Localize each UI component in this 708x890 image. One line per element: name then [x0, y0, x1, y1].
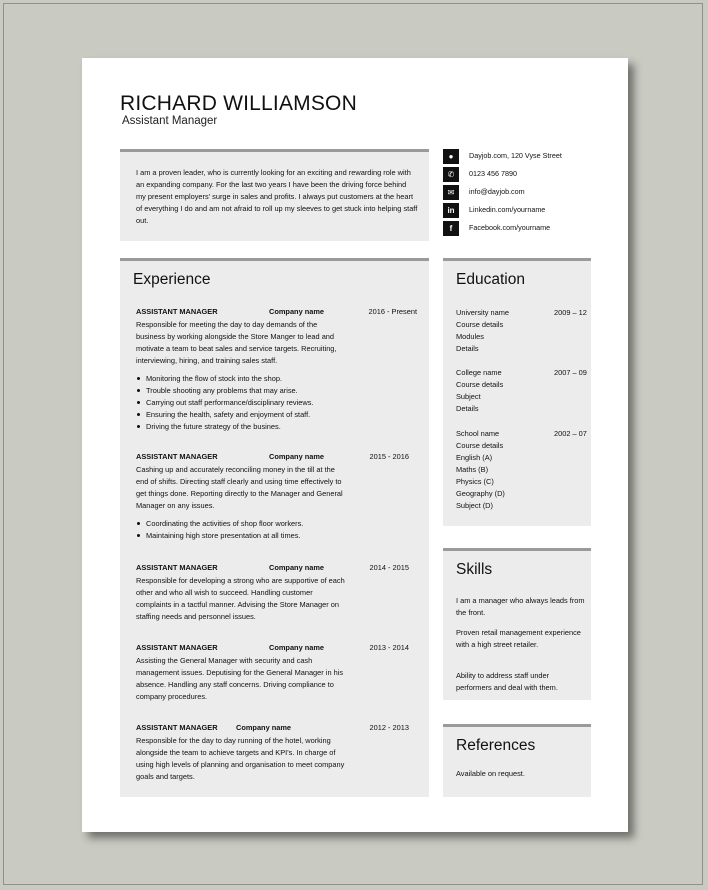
skills-panel — [443, 548, 591, 700]
summary-text: I am a proven leader, who is currently looking for an exciting and rewarding role with an expanding company. For the last two years I have been the driving force behind my present employers' surge in sales and profits. I always put customers at the heart of everything I do and am not afraid to roll up my sleeves to get stuck into helping staff out. — [136, 168, 418, 225]
education-dates: 2009 – 12 — [554, 308, 587, 317]
job-duty: Monitoring the flow of stock into the shop. — [136, 373, 416, 385]
education-detail: Course details — [456, 441, 504, 450]
experience-title: Experience — [133, 271, 211, 288]
job-entry — [136, 452, 416, 542]
education-entry — [456, 307, 586, 355]
phone-icon: ✆ — [443, 167, 459, 182]
job-company: Company name — [269, 563, 325, 572]
contact-facebook-text[interactable]: Facebook.com/yourname — [469, 223, 551, 232]
summary-box — [120, 149, 429, 241]
education-entry — [456, 428, 586, 512]
job-dates: 2016 - Present — [368, 307, 417, 316]
job-duties — [136, 373, 416, 433]
job-description: Responsible for developing a strong who are supportive of each other and who all wish to succeed. Handling customer complaints in a tactful manner. Advising the Store Manager on staffing needs and personnel issues. — [136, 576, 345, 621]
job-description: Cashing up and accurately reconciling money in the till at the end of shifts. Directing staff clearly and using time effectively to get things done. Reporting directly to the Manager and General Manager on any issues. — [136, 465, 343, 510]
facebook-icon: f — [443, 221, 459, 236]
education-detail: Geography (D) — [456, 489, 505, 498]
job-entry — [136, 307, 416, 433]
skill-item: Proven retail management experience with a high street retailer. — [456, 628, 581, 649]
job-entry — [136, 563, 416, 623]
references-text: Available on request. — [456, 769, 525, 778]
education-title: Education — [456, 271, 525, 288]
job-dates: 2015 - 2016 — [369, 452, 409, 461]
education-detail: Course details — [456, 380, 504, 389]
education-dates: 2002 – 07 — [554, 429, 587, 438]
job-entry — [136, 643, 416, 703]
job-title: ASSISTANT MANAGER — [136, 563, 218, 572]
job-description: Assisting the General Manager with security and cash management issues. Deputising for the General Manager in his absence. Handling any staff concerns. Driving compliance to company procedures. — [136, 656, 344, 701]
education-detail: English (A) — [456, 453, 493, 462]
email-icon: ✉ — [443, 185, 459, 200]
education-detail: Physics (C) — [456, 477, 494, 486]
job-duty: Driving the future strategy of the busines. — [136, 421, 416, 433]
education-detail: Subject — [456, 392, 481, 401]
job-dates: 2012 - 2013 — [369, 723, 409, 732]
job-description: Responsible for the day to day running of the hotel, working alongside the team to achieve targets and KPI's. In charge of using high levels of planning and organisation to meet company goals and targets. — [136, 736, 345, 781]
job-company: Company name — [269, 643, 325, 652]
job-duty: Ensuring the health, safety and enjoyment of staff. — [136, 409, 416, 421]
education-detail: Details — [456, 404, 479, 413]
skill-item: I am a manager who always leads from the front. — [456, 596, 585, 617]
location-pin-icon: ● — [443, 149, 459, 164]
education-detail: Modules — [456, 332, 484, 341]
education-detail: Details — [456, 344, 479, 353]
job-company: Company name — [236, 723, 292, 732]
education-detail: Course details — [456, 320, 504, 329]
contact-email[interactable] — [443, 185, 623, 203]
job-company: Company name — [269, 452, 325, 461]
job-dates: 2014 - 2015 — [369, 563, 409, 572]
contact-address-text: Dayjob.com, 120 Vyse Street — [469, 151, 562, 160]
job-duty: Coordinating the activities of shop floor workers. — [136, 518, 416, 530]
education-dates: 2007 – 09 — [554, 368, 587, 377]
contact-facebook[interactable] — [443, 221, 623, 239]
candidate-role: Assistant Manager — [122, 115, 218, 127]
education-panel — [443, 258, 591, 526]
job-title: ASSISTANT MANAGER — [136, 307, 218, 316]
skill-item: Ability to address staff under performers and deal with them. — [456, 671, 558, 692]
contact-phone — [443, 167, 623, 185]
contact-phone-text: 0123 456 7890 — [469, 169, 517, 178]
job-title: ASSISTANT MANAGER — [136, 452, 218, 461]
job-dates: 2013 - 2014 — [369, 643, 409, 652]
institution-name: School name — [456, 429, 500, 438]
job-duty: Maintaining high store presentation at all times. — [136, 530, 416, 542]
references-title: References — [456, 737, 536, 754]
references-panel — [443, 724, 591, 797]
candidate-name: RICHARD WILLIAMSON — [120, 92, 357, 115]
linkedin-icon: in — [443, 203, 459, 218]
job-entry — [136, 723, 416, 783]
contact-linkedin-text[interactable]: Linkedin.com/yourname — [469, 205, 546, 214]
job-duty: Trouble shooting any problems that may arise. — [136, 385, 416, 397]
contact-email-text[interactable]: info@dayjob.com — [469, 187, 525, 196]
institution-name: University name — [456, 308, 509, 317]
contact-linkedin[interactable] — [443, 203, 623, 221]
education-entry — [456, 367, 586, 415]
job-duty: Carrying out staff performance/disciplinary reviews. — [136, 397, 416, 409]
job-title: ASSISTANT MANAGER — [136, 723, 218, 732]
institution-name: College name — [456, 368, 502, 377]
job-duties — [136, 518, 416, 542]
education-detail: Maths (B) — [456, 465, 489, 474]
contact-list — [443, 149, 623, 239]
resume-page — [82, 58, 628, 832]
job-company: Company name — [269, 307, 325, 316]
experience-panel — [120, 258, 429, 797]
job-title: ASSISTANT MANAGER — [136, 643, 218, 652]
job-description: Responsible for meeting the day to day demands of the business by working alongside the Store Manger to lead and motivate a team to beat sales and service targets. Recruiting, interviewing, hiring, and training sales staff. — [136, 320, 337, 365]
contact-address — [443, 149, 623, 167]
skills-title: Skills — [456, 561, 493, 578]
education-detail: Subject (D) — [456, 501, 493, 510]
